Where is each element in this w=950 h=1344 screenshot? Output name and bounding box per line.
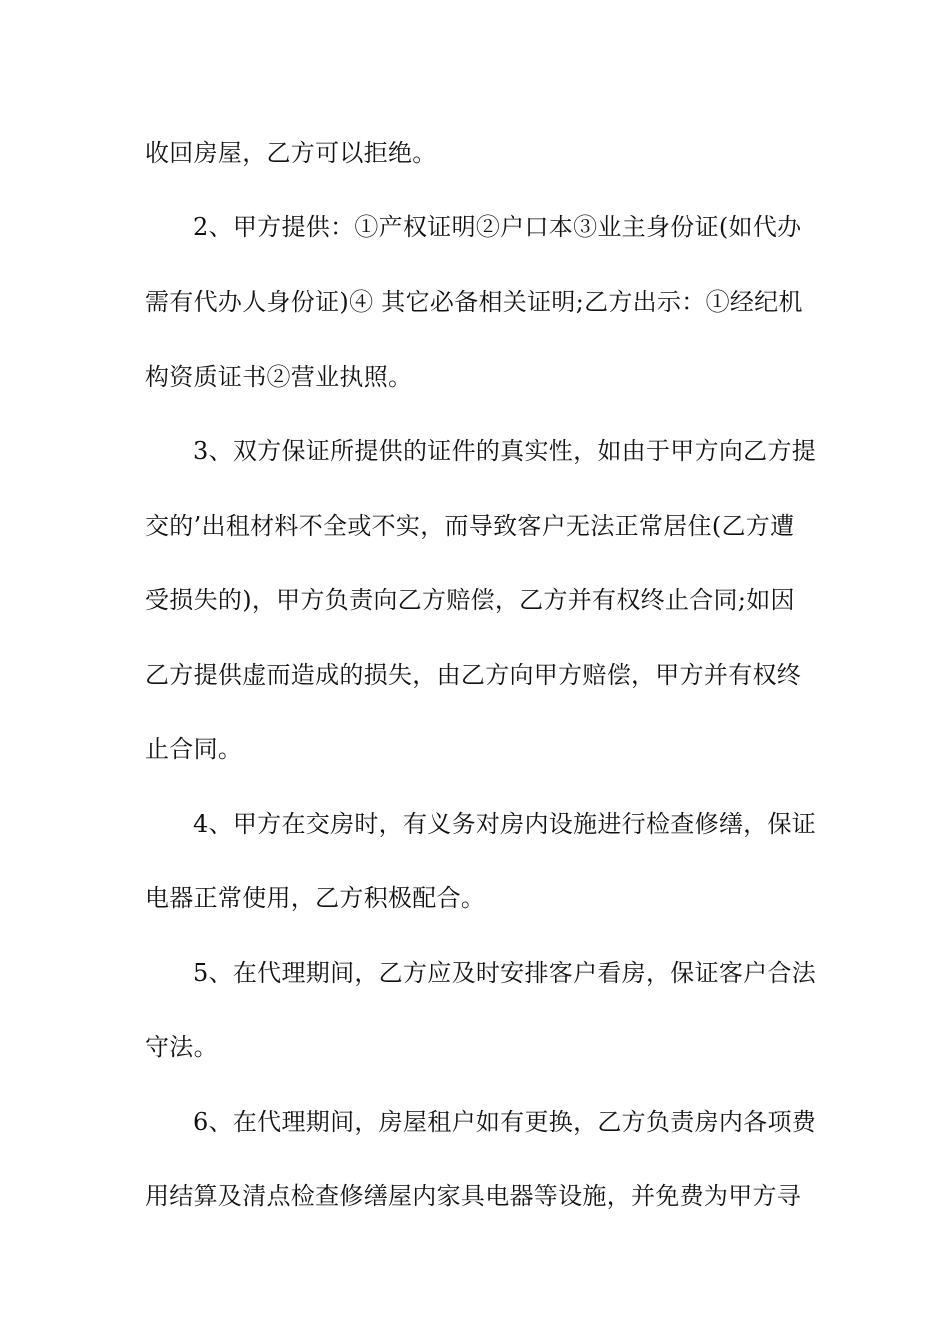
paragraph-5-line-1: 5、在代理期间，乙方应及时安排客户看房，保证客户合法	[193, 959, 817, 987]
paragraph-2-line-1: 2、甲方提供：①产权证明②户口本③业主身份证(如代办	[193, 213, 802, 241]
text-line: 守法。	[145, 1033, 218, 1061]
paragraph-3-line-1: 3、双方保证所提供的证件的真实性，如由于甲方向乙方提	[193, 437, 817, 465]
text-line: 需有代办人身份证)④ 其它必备相关证明;乙方出示：①经纪机	[145, 288, 803, 316]
text-line: 用结算及清点检查修缮屋内家具电器等设施，并免费为甲方寻	[145, 1182, 802, 1210]
text-line: 受损失的)，甲方负责向乙方赔偿，乙方并有权终止合同;如因	[145, 586, 795, 614]
text-line: 止合同。	[145, 735, 243, 763]
text-line: 收回房屋，乙方可以拒绝。	[145, 139, 437, 167]
text-line: 乙方提供虚而造成的损失，由乙方向甲方赔偿，甲方并有权终	[145, 661, 802, 689]
text-line: 电器正常使用，乙方积极配合。	[145, 884, 486, 912]
text-line: 交的’出租材料不全或不实，而导致客户无法正常居住(乙方遭	[145, 512, 795, 540]
paragraph-6-line-1: 6、在代理期间，房屋租户如有更换，乙方负责房内各项费	[193, 1108, 817, 1136]
paragraph-4-line-1: 4、甲方在交房时，有义务对房内设施进行检查修缮，保证	[193, 810, 817, 838]
text-line: 构资质证书②营业执照。	[145, 363, 413, 391]
